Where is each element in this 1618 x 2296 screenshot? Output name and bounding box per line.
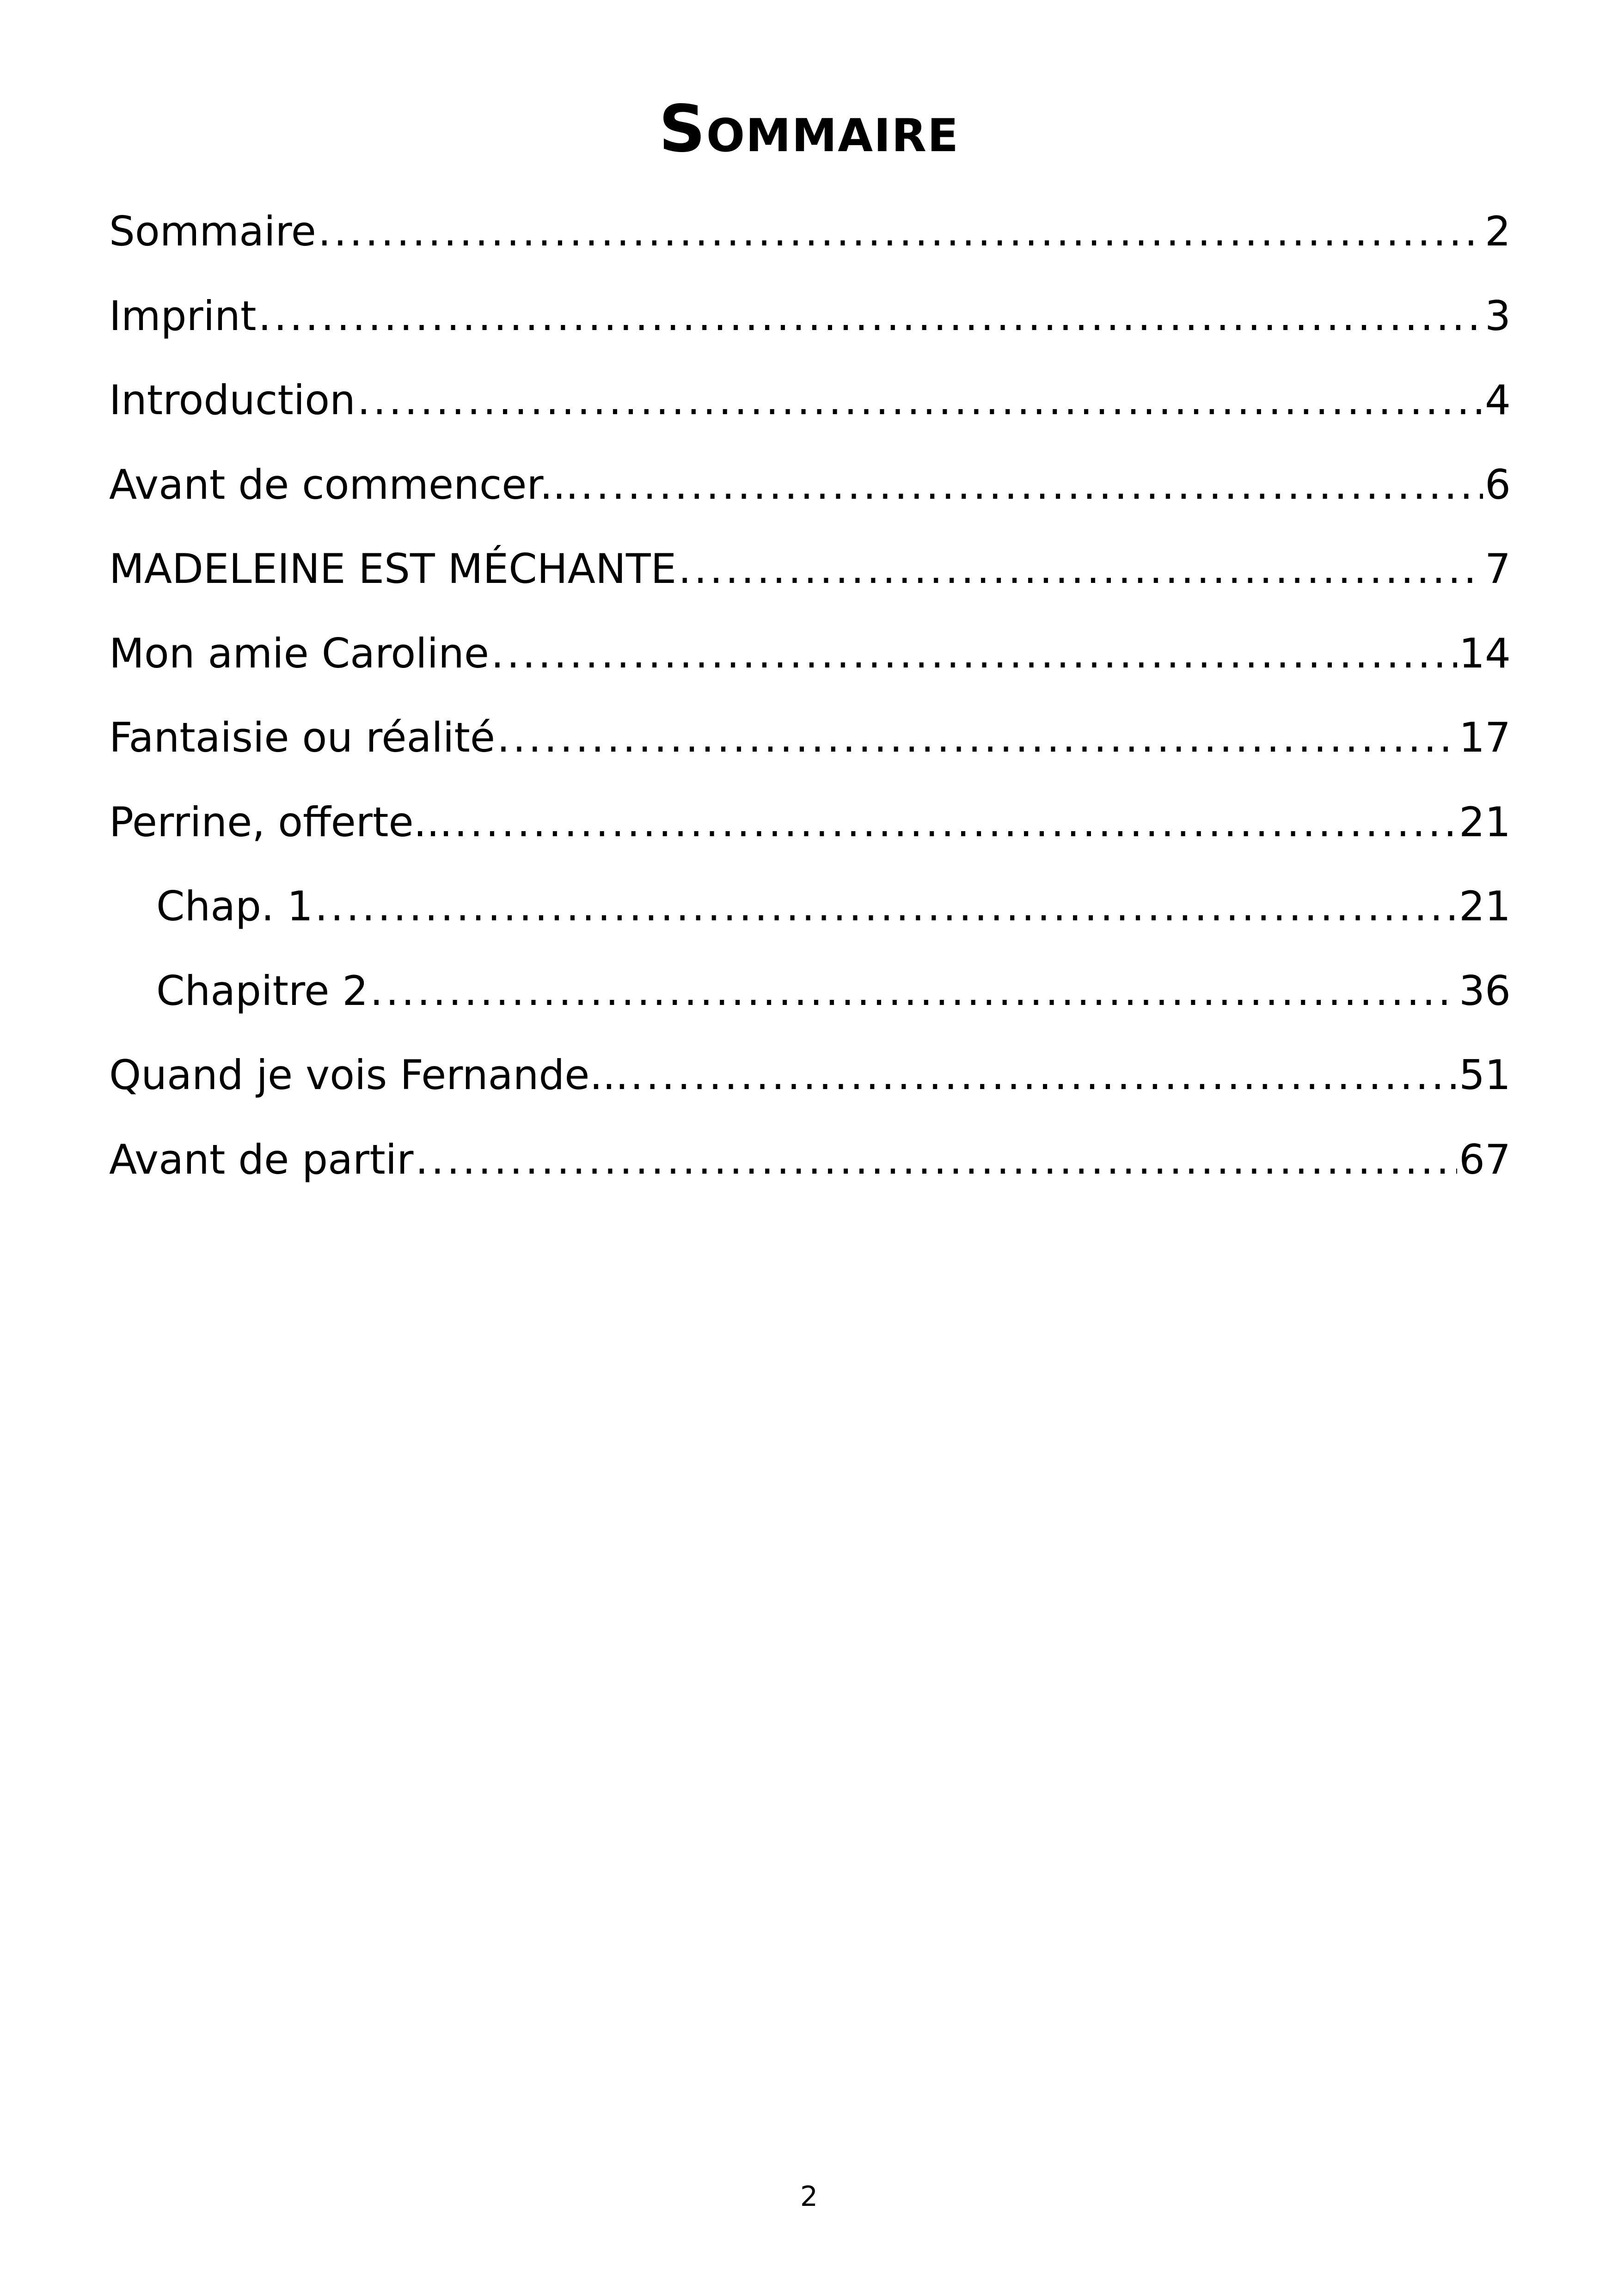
toc-entry-label: Imprint	[109, 292, 257, 340]
toc-dot-leader	[497, 696, 1457, 780]
toc-entry-label: Mon amie Caroline	[109, 629, 489, 677]
toc-entry-page: 36	[1459, 967, 1511, 1015]
toc-entry-madeleine-est-mechante[interactable]	[109, 527, 1511, 612]
toc-dot-leader	[491, 612, 1457, 696]
toc-dot-leader	[678, 527, 1483, 612]
toc-entry-label: Avant de commencer...	[109, 460, 579, 508]
toc-entry-avant-de-commencer[interactable]	[109, 443, 1511, 527]
toc-dot-leader	[370, 949, 1457, 1034]
toc-dot-leader	[315, 864, 1457, 949]
toc-entry-chapitre-2[interactable]	[109, 949, 1511, 1034]
toc-entry-label: Sommaire	[109, 208, 316, 255]
toc-entry-page: 21	[1459, 882, 1511, 930]
toc-entry-label: Introduction	[109, 376, 355, 424]
toc-entry-page: 6	[1485, 460, 1511, 508]
toc-dot-leader	[415, 1118, 1457, 1202]
toc-entry-page: 17	[1459, 714, 1511, 761]
toc-entry-perrine-offerte[interactable]	[109, 780, 1511, 865]
toc-entry-page: 4	[1485, 376, 1511, 424]
toc-entry-chap-1[interactable]	[109, 864, 1511, 949]
toc-dot-leader	[580, 443, 1483, 527]
toc-entry-page: 21	[1459, 798, 1511, 846]
toc-entry-page: 14	[1459, 629, 1511, 677]
toc-entry-imprint[interactable]	[109, 274, 1511, 359]
toc-entry-label: Fantaisie ou réalité	[109, 714, 495, 761]
toc-entry-label: Avant de partir	[109, 1135, 414, 1183]
toc-entry-label: Chap. 1	[156, 882, 313, 930]
toc-entry-avant-de-partir[interactable]	[109, 1118, 1511, 1202]
toc-dot-leader	[454, 780, 1457, 865]
page-title: Sommaire	[659, 92, 959, 167]
toc-dot-leader	[630, 1033, 1457, 1118]
toc-entry-quand-je-vois-fernande[interactable]	[109, 1033, 1511, 1118]
toc-entry-page: 67	[1459, 1135, 1511, 1183]
page-number: 2	[800, 2180, 818, 2213]
toc-entry-label: Quand je vois Fernande...	[109, 1051, 629, 1099]
toc-entry-fantaisie-ou-realite[interactable]	[109, 696, 1511, 780]
toc-entry-page: 3	[1485, 292, 1511, 340]
toc-entry-page: 2	[1485, 208, 1511, 255]
toc-entry-introduction[interactable]	[109, 358, 1511, 443]
toc-entry-label: Perrine, offerte...	[109, 798, 453, 846]
toc-entry-page: 7	[1485, 545, 1511, 593]
toc-dot-leader	[318, 190, 1483, 274]
toc-dot-leader	[357, 358, 1483, 443]
toc-entry-label: MADELEINE EST MÉCHANTE	[109, 545, 677, 593]
toc-entry-mon-amie-caroline[interactable]	[109, 612, 1511, 696]
toc-dot-leader	[258, 274, 1483, 359]
toc-entry-page: 51	[1459, 1051, 1511, 1099]
toc-entry-label: Chapitre 2	[156, 967, 368, 1015]
toc-entry-sommaire[interactable]	[109, 190, 1511, 274]
table-of-contents	[109, 190, 1511, 1202]
